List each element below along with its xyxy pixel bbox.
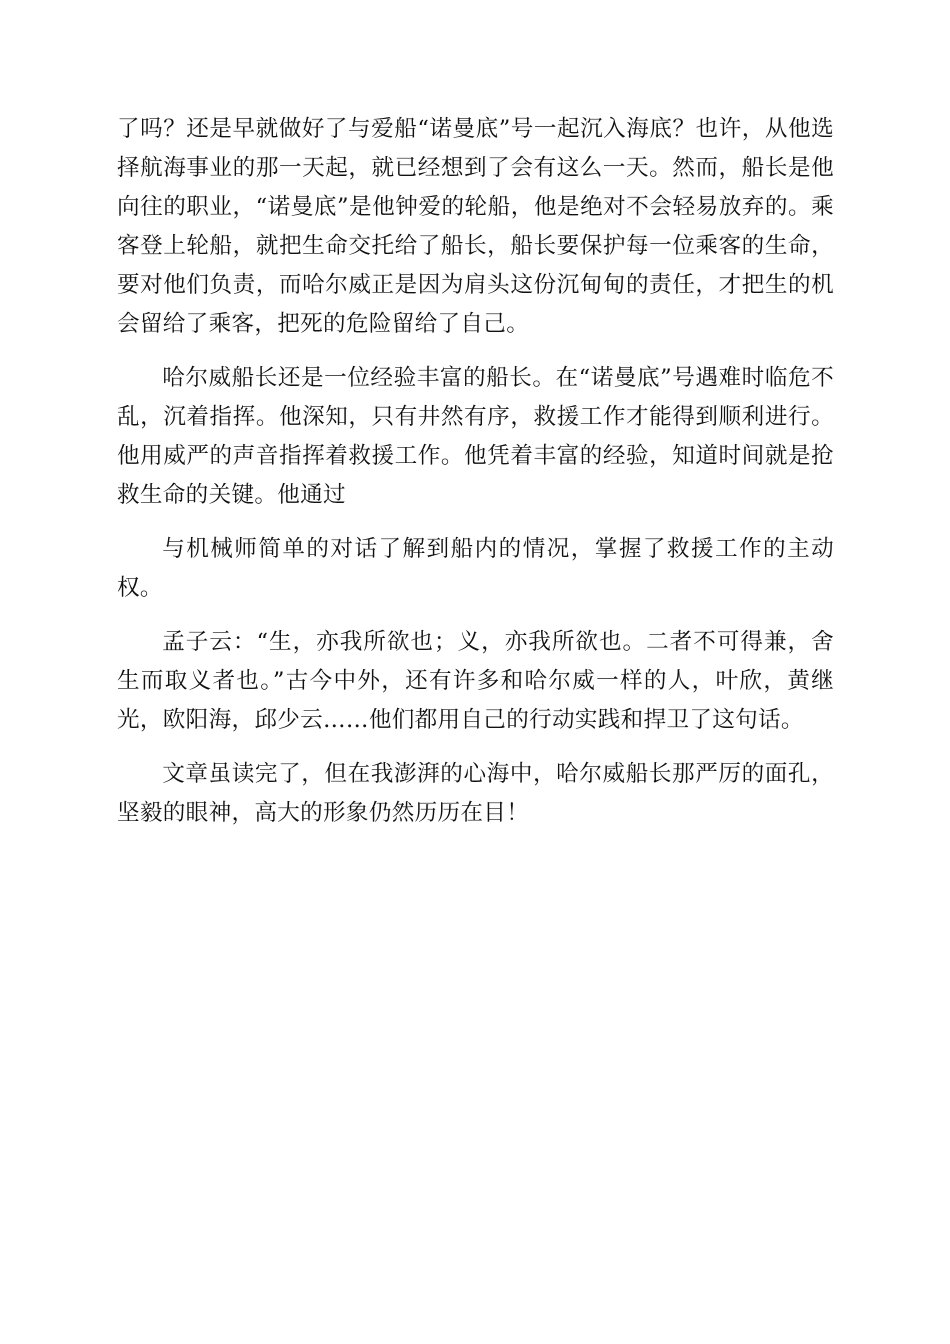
paragraph-mechanic-dialogue: 与机械师简单的对话了解到船内的情况，掌握了救援工作的主动权。 bbox=[117, 536, 834, 601]
paragraph-mencius-quote: 孟子云：“生，亦我所欲也；义，亦我所欲也。二者不可得兼，舍生而取义者也。”古今中外，还有许多和哈尔威一样的人，叶欣，黄继光，欧阳海，邱少云……他们都用自己的行动实践和捍卫了这句话。 bbox=[117, 629, 834, 733]
document-body bbox=[117, 110, 834, 848]
paragraph-continuation: 了吗？还是早就做好了与爱船“诺曼底”号一起沉入海底？也许，从他选择航海事业的那一天起，就已经想到了会有这么一天。然而，船长是他向往的职业，“诺曼底”是他钟爱的轮船，他是绝对不会轻易放弃的。乘客登上轮船，就把生命交托给了船长，船长要保护每一位乘客的生命，要对他们负责，而哈尔威正是因为肩头这份沉甸甸的责任，才把生的机会留给了乘客，把死的危险留给了自己。 bbox=[117, 116, 834, 337]
paragraph-conclusion: 文章虽读完了，但在我澎湃的心海中，哈尔威船长那严厉的面孔，坚毅的眼神，高大的形象仍然历历在目！ bbox=[117, 761, 834, 826]
paragraph-captain-experience: 哈尔威船长还是一位经验丰富的船长。在“诺曼底”号遇难时临危不乱，沉着指挥。他深知，只有井然有序，救援工作才能得到顺利进行。他用威严的声音指挥着救援工作。他凭着丰富的经验，知道时间就是抢救生命的关键。他通过 bbox=[117, 365, 834, 508]
